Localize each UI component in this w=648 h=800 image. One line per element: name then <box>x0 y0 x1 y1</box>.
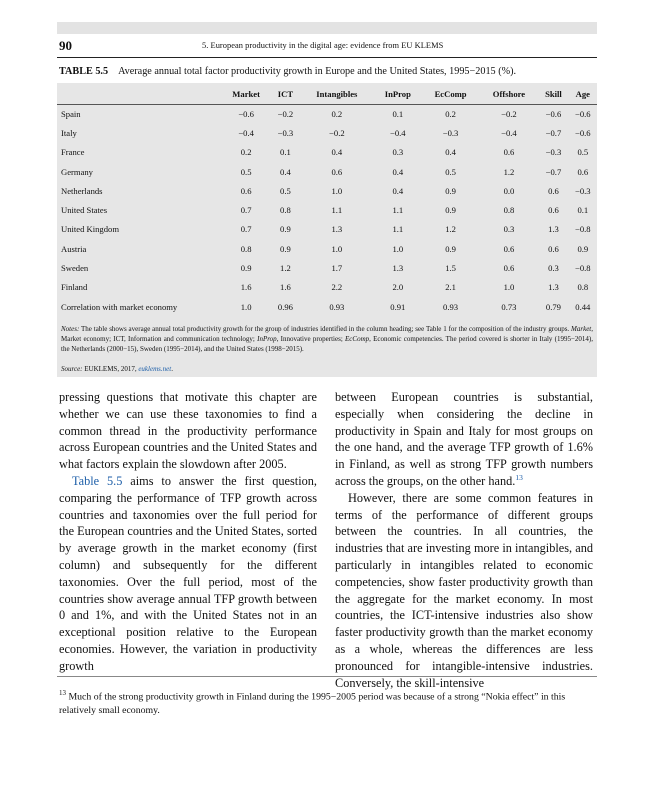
row-label: Finland <box>61 282 88 293</box>
table-cell: 1.5 <box>445 263 456 274</box>
table-cell: 0.3 <box>548 263 559 274</box>
running-head: 5. European productivity in the digital age: evidence from EU KLEMS <box>202 41 444 50</box>
table-row <box>57 200 597 219</box>
table-cell: −0.4 <box>390 127 406 138</box>
notes-text: , Innovative properties; <box>276 335 346 343</box>
notes-text: , Economic competencies. The period covered is shorter in Italy (1995−2014), the Netherlands (2000−15), Sweden (1995−2014), and the United States (1998−2015). <box>61 335 593 353</box>
table-row <box>57 239 597 258</box>
table-cell: 0.2 <box>240 147 252 158</box>
notes-term: Market <box>571 325 592 333</box>
table-cell: 0.6 <box>548 243 559 254</box>
notes-term: EcComp <box>345 335 370 343</box>
column-header: ICT <box>277 88 294 99</box>
table-cell: 1.3 <box>548 224 559 235</box>
table-caption <box>59 66 516 77</box>
table-cell: 0.4 <box>392 166 404 177</box>
page-number: 90 <box>59 38 72 53</box>
column-header: Market <box>232 88 260 99</box>
table-cell: 0.6 <box>548 205 559 216</box>
body-paragraph: However, there are some common features in terms of the performance of different groups between the countries. In all countries, the industries that are investing more in intangibles, and particularly in intangibles related to economic competencies, show faster productivity growth than the aggregate for the market economy. In most countries, the ICT-intensive industries also show faster productivity growth than the market economy as a whole, whereas the differences are less pronounced for intangible-intensive industries. Conversely, the skill-intensive <box>335 490 593 690</box>
table-cell: 0.8 <box>280 205 291 216</box>
table-cell: 0.9 <box>240 263 252 274</box>
table-cell: 0.1 <box>280 147 291 158</box>
table-cell: 1.0 <box>331 185 343 196</box>
table-cell: 1.1 <box>392 224 404 235</box>
table-cell: 2.2 <box>331 282 343 293</box>
table-body <box>57 104 597 316</box>
table-cell: 1.2 <box>280 263 291 274</box>
table-cell: 0.5 <box>577 147 589 158</box>
row-label: United Kingdom <box>61 224 120 235</box>
notes-term: InProp <box>257 335 277 343</box>
footnote-reference-link[interactable]: 13 <box>515 472 523 482</box>
table-cell: 0.6 <box>577 166 589 177</box>
table-cell: 0.93 <box>329 301 345 312</box>
table-cell: 0.2 <box>331 108 343 119</box>
source-text: EUKLEMS, 2017, <box>82 365 139 373</box>
table-cell: 0.5 <box>445 166 456 177</box>
table-cell: 0.9 <box>445 243 456 254</box>
table-cell: 0.73 <box>501 301 517 312</box>
footnote-text: Much of the strong productivity growth in Finland during the 1995−2005 period was because of a strong “Nokia effect” in this relatively small economy. <box>59 691 566 717</box>
header-bar <box>57 22 597 34</box>
row-label: United States <box>61 205 108 216</box>
table-row <box>57 104 597 123</box>
table-cell: −0.6 <box>238 108 254 119</box>
table-row <box>57 278 597 297</box>
table-cell: 0.2 <box>445 108 456 119</box>
body-paragraph-text: between European countries is substantial, especially when considering the decline in productivity in Spain and Italy for most groups on the one hand, and the average TFP growth of 1.6% in Finland, as well as strong TFP growth numbers across the groups, on the other hand. <box>335 390 593 488</box>
table-notes <box>61 324 593 354</box>
table-cell: 0.3 <box>503 224 515 235</box>
table-cell: 0.1 <box>577 205 589 216</box>
notes-text: The table shows average annual total productivity growth for the group of industries identified in the column heading; see Table 1 for the composition of the industry groups. <box>79 325 572 333</box>
row-label: Italy <box>61 127 77 138</box>
row-label: Spain <box>61 108 81 119</box>
table-cell: 2.1 <box>445 282 456 293</box>
table-reference-link[interactable]: Table 5.5 <box>72 473 123 488</box>
table-cell: 0.9 <box>445 185 456 196</box>
notes-text: , Market economy; ICT, Information and communication technology; <box>61 325 593 343</box>
table-cell: 0.4 <box>331 147 343 158</box>
table-cell: −0.3 <box>442 127 459 138</box>
table-row <box>57 258 597 277</box>
table-row <box>57 162 597 181</box>
row-label: France <box>61 147 85 158</box>
table-cell: 1.0 <box>503 282 515 293</box>
row-label: Germany <box>61 166 93 177</box>
table-cell: −0.8 <box>575 263 591 274</box>
table-cell: 0.44 <box>575 301 591 312</box>
footnote <box>59 686 589 718</box>
table-cell: −0.6 <box>575 108 591 119</box>
column-header: EcComp <box>434 88 467 99</box>
row-label: Correlation with market economy <box>61 301 178 312</box>
table-cell: 1.3 <box>548 282 559 293</box>
source-link[interactable]: euklems.net <box>138 365 172 373</box>
table-cell: 1.2 <box>503 166 515 177</box>
table-row <box>57 220 597 239</box>
row-label: Austria <box>61 243 87 254</box>
row-label: Netherlands <box>61 185 103 196</box>
table-cell: 0.6 <box>240 185 252 196</box>
table-cell: 1.0 <box>240 301 252 312</box>
table-cell: 0.8 <box>503 205 515 216</box>
body-paragraph: pressing questions that motivate this chapter are whether we can use these taxonomies to find a common thread in the productivity performance across European countries and the United States and what factors explain the slowdown after 2005. <box>59 390 317 472</box>
table-cell: −0.6 <box>545 108 562 119</box>
table-row <box>57 297 597 316</box>
table-source <box>61 365 173 373</box>
column-header: Age <box>575 88 590 99</box>
table-cell: 0.5 <box>280 185 291 196</box>
notes-label: Notes: <box>61 325 80 333</box>
table-cell: 1.1 <box>392 205 404 216</box>
table-cell: −0.7 <box>545 166 562 177</box>
table-cell: −0.4 <box>501 127 517 138</box>
table-cell: 0.79 <box>545 301 561 312</box>
body-paragraph <box>335 389 593 490</box>
table-cell: 1.1 <box>331 205 343 216</box>
table-cell: 1.2 <box>445 224 456 235</box>
column-header: Offshore <box>492 88 526 99</box>
table-cell: 0.6 <box>503 263 515 274</box>
table-cell: −0.2 <box>277 108 294 119</box>
table-cell: 0.9 <box>445 205 456 216</box>
table-row <box>57 181 597 200</box>
column-header: Intangibles <box>316 88 358 99</box>
table-cell: 0.6 <box>548 185 559 196</box>
column-header: Skill <box>545 88 562 99</box>
table-cell: −0.2 <box>501 108 517 119</box>
table-cell: 1.6 <box>240 282 252 293</box>
table-header-row <box>57 83 597 104</box>
table-cell: 0.6 <box>503 243 515 254</box>
table-cell: −0.3 <box>545 147 562 158</box>
table-cell: 0.93 <box>443 301 459 312</box>
table-cell: 0.9 <box>280 224 291 235</box>
table-cell: 0.0 <box>503 185 515 196</box>
column-header-label <box>57 83 221 104</box>
footnote-number: 13 <box>59 689 66 697</box>
table-cell: 1.0 <box>392 243 404 254</box>
table-cell: −0.7 <box>545 127 562 138</box>
table-cell: 0.8 <box>577 282 589 293</box>
table-cell: −0.3 <box>277 127 294 138</box>
table-title: Average annual total factor productivity growth in Europe and the United States, 1995−2015 (%). <box>118 66 517 77</box>
table-cell: −0.4 <box>238 127 254 138</box>
table-cell: 1.7 <box>331 263 343 274</box>
footnote-rule <box>57 676 597 677</box>
table-cell: 0.9 <box>280 243 291 254</box>
table-cell: 0.6 <box>331 166 343 177</box>
table-cell: 0.1 <box>392 108 404 119</box>
table-cell: 1.3 <box>392 263 404 274</box>
header-rule <box>57 57 597 58</box>
table-cell: 0.7 <box>240 224 252 235</box>
table-header-rule <box>57 104 597 105</box>
table-cell: 1.6 <box>280 282 291 293</box>
table-cell: 0.7 <box>240 205 252 216</box>
table-cell: 0.4 <box>445 147 456 158</box>
row-label: Sweden <box>61 263 89 274</box>
table-cell: 0.3 <box>392 147 404 158</box>
source-label: Source: <box>61 365 83 373</box>
column-header: InProp <box>384 88 411 99</box>
table-cell: 0.96 <box>277 301 293 312</box>
table-row <box>57 123 597 142</box>
table-cell: 0.6 <box>503 147 515 158</box>
table-cell: −0.2 <box>329 127 345 138</box>
table-cell: 0.9 <box>577 243 589 254</box>
table-label: TABLE 5.5 <box>59 66 109 77</box>
body-column-left <box>59 389 317 675</box>
table-cell: 0.4 <box>280 166 291 177</box>
table-cell: 1.0 <box>331 243 343 254</box>
table-cell: 0.5 <box>240 166 252 177</box>
table-cell: 0.4 <box>392 185 404 196</box>
table-cell: −0.8 <box>575 224 591 235</box>
table-cell: −0.3 <box>575 185 591 196</box>
table-cell: 1.3 <box>331 224 343 235</box>
table-cell: 0.91 <box>390 301 406 312</box>
body-column-right <box>335 389 593 691</box>
table-row <box>57 143 597 162</box>
body-paragraph <box>59 473 317 675</box>
source-suffix: . <box>171 365 173 373</box>
table-cell: −0.6 <box>575 127 591 138</box>
table-cell: 0.8 <box>240 243 252 254</box>
tfp-table <box>57 83 597 316</box>
table-cell: 2.0 <box>392 282 404 293</box>
body-paragraph-text: aims to answer the first question, comparing the performance of TFP growth across countries and taxonomies over the full period for the European countries and the United States, sorted by average growth in the market economy (first column) and subsequently for the different taxonomies. Over the full period, most of the countries show average annual TFP growth between 0 and 1%, and with the United States not in an exceptional position relative to the European economies. However, the variation in productivity growth <box>59 473 317 673</box>
